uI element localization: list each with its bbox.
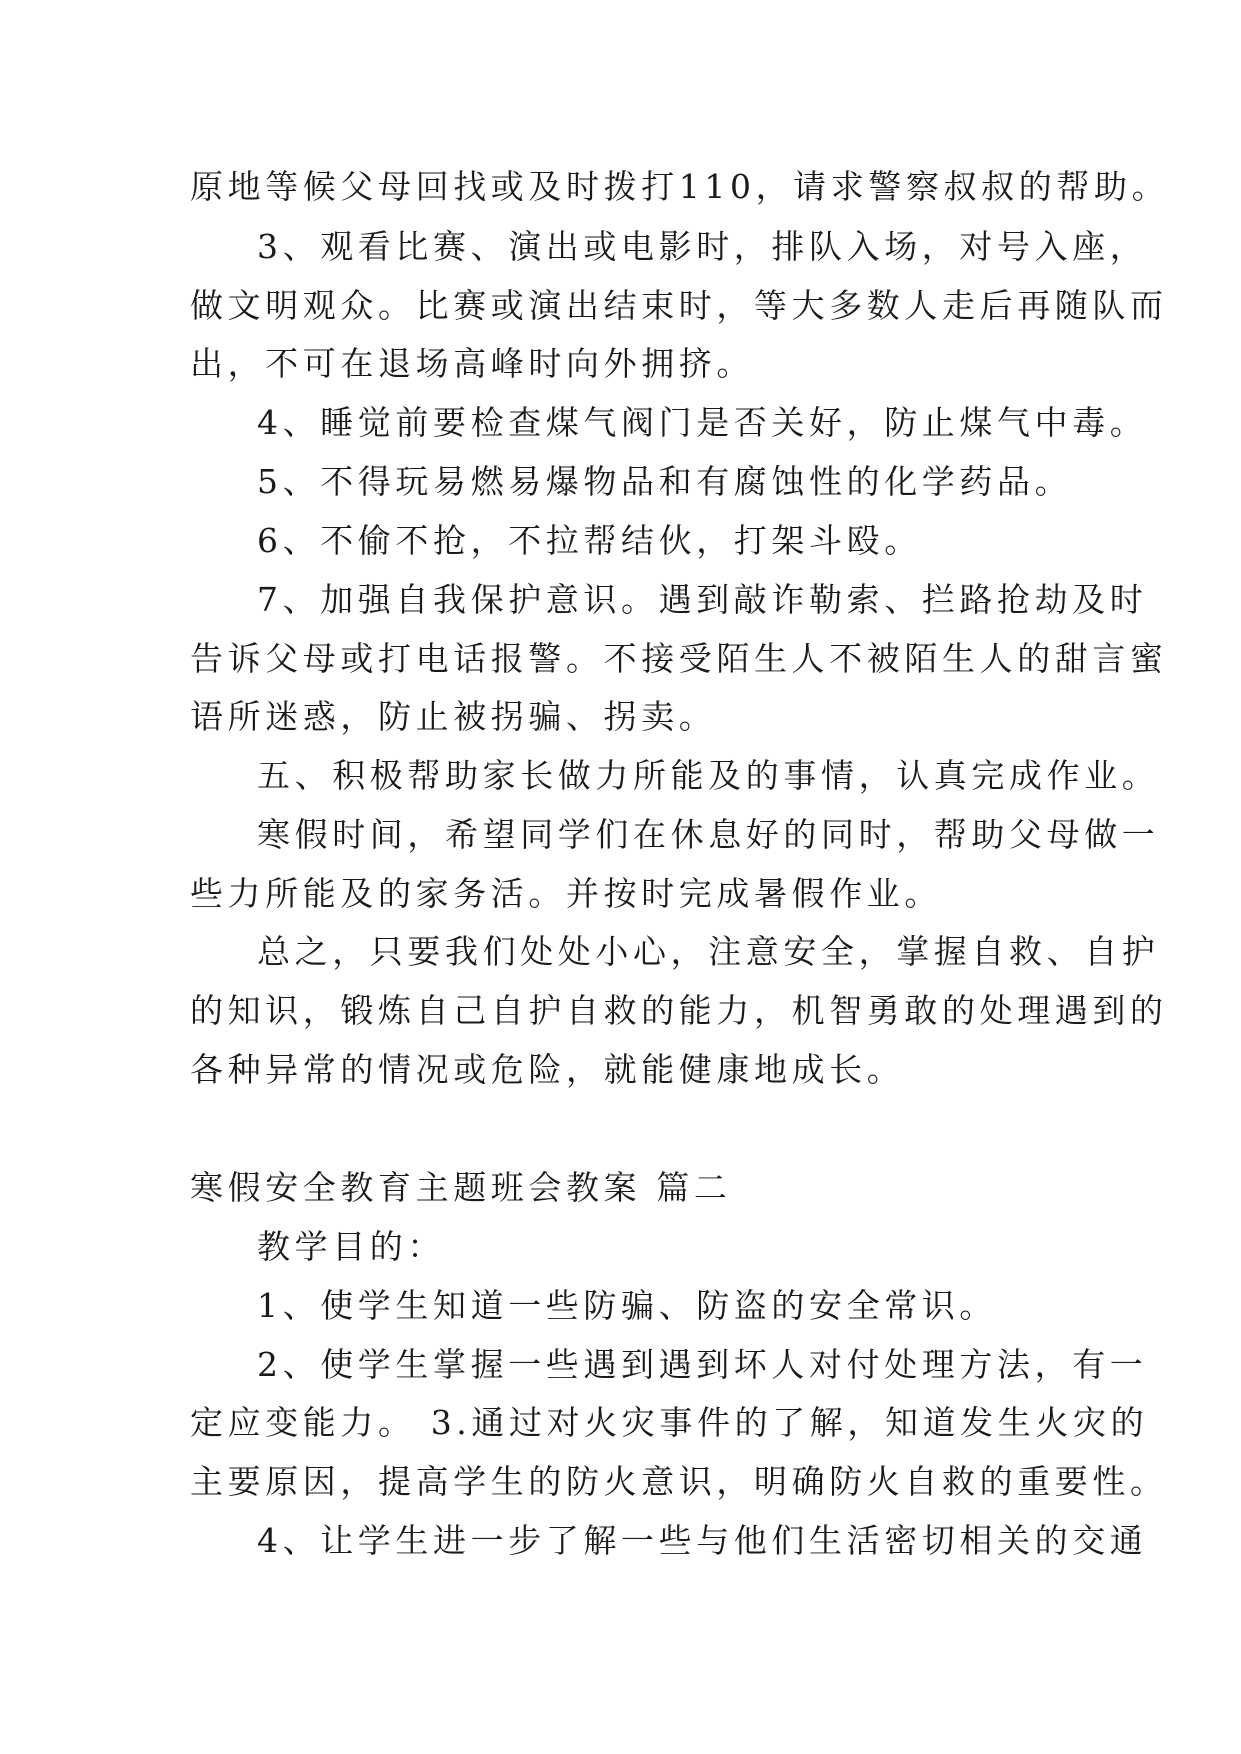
list-item-6: 6、不偷不抢，不拉帮结伙，打架斗殴。: [257, 521, 922, 560]
text-line: 些力所能及的家务活。并按时完成暑假作业。: [190, 874, 942, 913]
section-five-heading: 五、积极帮助家长做力所能及的事情，认真完成作业。: [257, 756, 1160, 795]
text-line: 各种异常的情况或危险，就能健康地成长。: [190, 1050, 905, 1089]
list-item-4: 4、让学生进一步了解一些与他们生活密切相关的交通: [257, 1521, 1148, 1560]
list-item-5: 5、不得玩易燃易爆物品和有腐蚀性的化学药品。: [257, 462, 1073, 501]
text-line: 出，不可在退场高峰时向外拥挤。: [190, 344, 754, 383]
list-item-7: 7、加强自我保护意识。遇到敲诈勒索、拦路抢劫及时: [257, 580, 1148, 619]
text-line: 告诉父母或打电话报警。不接受陌生人不被陌生人的甜言蜜: [190, 639, 1168, 678]
list-item-1: 1、使学生知道一些防骗、防盗的安全常识。: [257, 1286, 997, 1325]
text-line: 语所迷惑，防止被拐骗、拐卖。: [190, 697, 717, 736]
text-line: 定应变能力。 3.通过对火灾事件的了解，知道发生火灾的: [190, 1403, 1149, 1442]
paragraph-start: 总之，只要我们处处小心，注意安全，掌握自救、自护: [257, 932, 1160, 971]
text-line: 的知识，锻炼自己自护自救的能力，机智勇敢的处理遇到的: [190, 991, 1168, 1030]
text-line: 做文明观众。比赛或演出结束时，等大多数人走后再随队而: [190, 286, 1168, 325]
text-line: 原地等候父母回找或及时拨打110，请求警察叔叔的帮助。: [190, 167, 1170, 206]
list-item-4: 4、睡觉前要检查煤气阀门是否关好，防止煤气中毒。: [257, 403, 1148, 442]
text-line: 主要原因，提高学生的防火意识，明确防火自救的重要性。: [190, 1462, 1168, 1501]
list-item-2: 2、使学生掌握一些遇到遇到坏人对付处理方法，有一: [257, 1345, 1148, 1384]
paragraph-start: 寒假时间，希望同学们在休息好的同时，帮助父母做一: [257, 815, 1160, 854]
list-item-3: 3、观看比赛、演出或电影时，排队入场，对号入座，: [257, 227, 1148, 266]
section-title: 寒假安全教育主题班会教案 篇二: [190, 1168, 732, 1207]
subheading: 教学目的：: [257, 1227, 445, 1266]
